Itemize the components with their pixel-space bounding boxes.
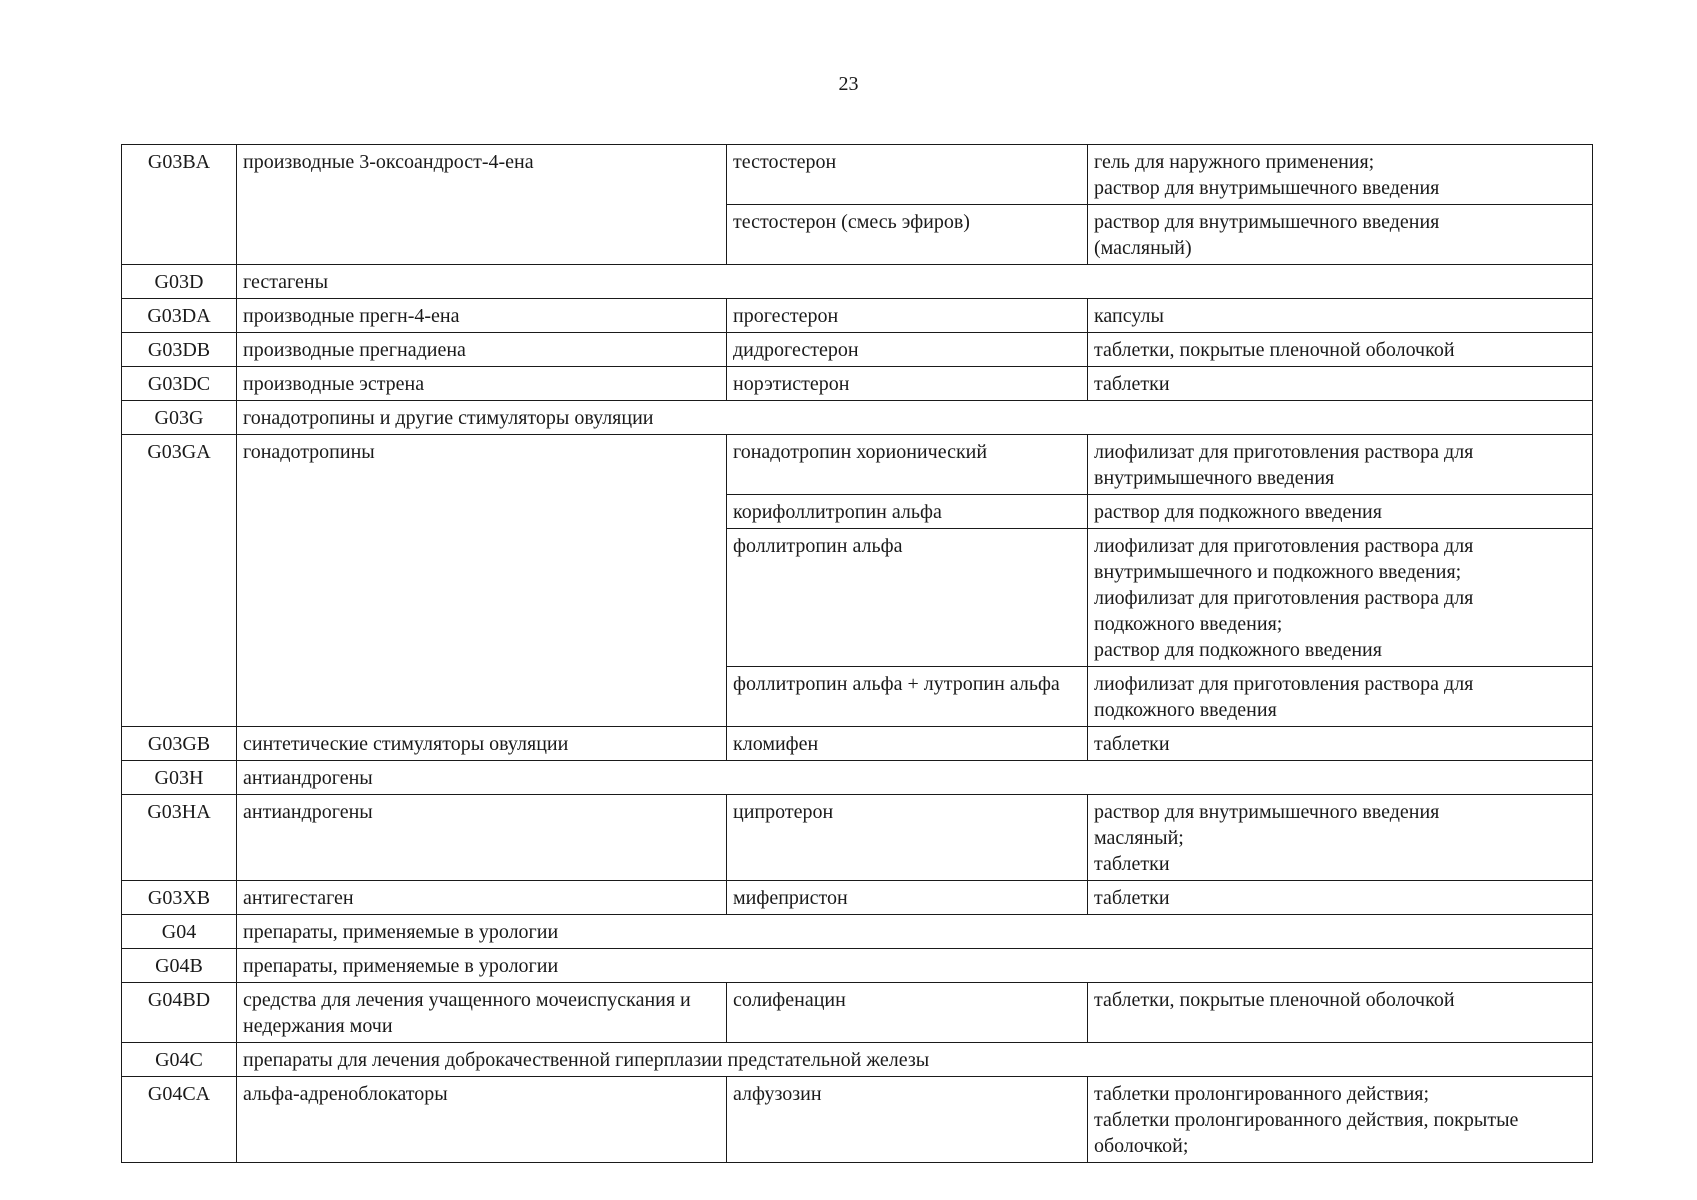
atc-code: G04BD: [122, 983, 237, 1043]
dosage-forms: [1088, 299, 1593, 333]
group-name: антиандрогены: [237, 761, 1593, 795]
dosage-form-line: таблетки: [1094, 733, 1170, 755]
atc-code: G03D: [122, 265, 237, 299]
drug-name: фоллитропин альфа: [727, 529, 1088, 667]
dosage-form-line: лиофилизат для приготовления раствора для: [1094, 441, 1474, 463]
dosage-form-line: таблетки пролонгированного действия, покрытые: [1094, 1109, 1519, 1131]
dosage-forms: [1088, 145, 1593, 205]
dosage-forms: [1088, 1077, 1593, 1163]
atc-code: G03DB: [122, 333, 237, 367]
group-name: гонадотропины: [237, 435, 727, 727]
dosage-form-line: гель для наружного применения;: [1094, 151, 1375, 173]
drug-name: ципротерон: [727, 795, 1088, 881]
atc-code: G03G: [122, 401, 237, 435]
table-row: [122, 727, 1593, 761]
atc-code: G03H: [122, 761, 237, 795]
table-row: [122, 145, 1593, 205]
drug-name: фоллитропин альфа + лутропин альфа: [727, 667, 1088, 727]
group-name: производные 3-оксоандрост-4-ена: [237, 145, 727, 265]
dosage-forms: [1088, 367, 1593, 401]
drug-name: солифенацин: [727, 983, 1088, 1043]
dosage-form-line: раствор для внутримышечного введения: [1094, 177, 1440, 199]
table-row: [122, 915, 1593, 949]
atc-code: G03XB: [122, 881, 237, 915]
table-row: [122, 401, 1593, 435]
dosage-form-line: подкожного введения: [1094, 699, 1277, 721]
page-number: 23: [838, 73, 859, 95]
drug-name: кломифен: [727, 727, 1088, 761]
drug-name: гонадотропин хорионический: [727, 435, 1088, 495]
dosage-form-line: лиофилизат для приготовления раствора для: [1094, 535, 1474, 557]
table-row: [122, 1077, 1593, 1163]
drug-name: алфузозин: [727, 1077, 1088, 1163]
dosage-forms: [1088, 795, 1593, 881]
dosage-forms: [1088, 667, 1593, 727]
group-name: производные эстрена: [237, 367, 727, 401]
drug-name: тестостерон: [727, 145, 1088, 205]
drug-name: мифепристон: [727, 881, 1088, 915]
atc-code: G03GA: [122, 435, 237, 727]
dosage-form-line: капсулы: [1094, 305, 1164, 327]
atc-code: G04CA: [122, 1077, 237, 1163]
dosage-forms: [1088, 529, 1593, 667]
atc-code: G04: [122, 915, 237, 949]
atc-code: G03DA: [122, 299, 237, 333]
dosage-form-line: оболочкой;: [1094, 1135, 1189, 1157]
dosage-forms: [1088, 205, 1593, 265]
dosage-form-line: (масляный): [1094, 237, 1192, 259]
drug-name: норэтистерон: [727, 367, 1088, 401]
dosage-forms: [1088, 727, 1593, 761]
atc-code: G03DC: [122, 367, 237, 401]
group-name: препараты, применяемые в урологии: [237, 915, 1593, 949]
group-name: средства для лечения учащенного мочеиспускания и недержания мочи: [237, 983, 727, 1043]
group-name: антиандрогены: [237, 795, 727, 881]
dosage-form-line: раствор для внутримышечного введения: [1094, 211, 1440, 233]
table-row: [122, 435, 1593, 495]
drug-name: тестостерон (смесь эфиров): [727, 205, 1088, 265]
table-row: [122, 795, 1593, 881]
dosage-forms: [1088, 983, 1593, 1043]
group-name: гестагены: [237, 265, 1593, 299]
dosage-forms: [1088, 435, 1593, 495]
dosage-form-line: раствор для подкожного введения: [1094, 639, 1382, 661]
dosage-form-line: лиофилизат для приготовления раствора для: [1094, 587, 1474, 609]
atc-code: G03GB: [122, 727, 237, 761]
atc-code: G04C: [122, 1043, 237, 1077]
table-row: [122, 265, 1593, 299]
dosage-form-line: лиофилизат для приготовления раствора для: [1094, 673, 1474, 695]
dosage-forms: [1088, 333, 1593, 367]
table-row: [122, 761, 1593, 795]
table-row: [122, 983, 1593, 1043]
dosage-form-line: подкожного введения;: [1094, 613, 1283, 635]
dosage-form-line: таблетки пролонгированного действия;: [1094, 1083, 1430, 1105]
drug-name: прогестерон: [727, 299, 1088, 333]
group-name: антигестаген: [237, 881, 727, 915]
dosage-forms: [1088, 881, 1593, 915]
atc-code: G04B: [122, 949, 237, 983]
drug-table: [121, 144, 1593, 1163]
dosage-form-line: внутримышечного и подкожного введения;: [1094, 561, 1462, 583]
dosage-form-line: раствор для подкожного введения: [1094, 501, 1382, 523]
table-row: [122, 949, 1593, 983]
dosage-form-line: таблетки, покрытые пленочной оболочкой: [1094, 989, 1455, 1011]
dosage-form-line: таблетки, покрытые пленочной оболочкой: [1094, 339, 1455, 361]
group-name: производные прегнадиена: [237, 333, 727, 367]
group-name: альфа-адреноблокаторы: [237, 1077, 727, 1163]
group-name: синтетические стимуляторы овуляции: [237, 727, 727, 761]
dosage-form-line: таблетки: [1094, 853, 1170, 875]
dosage-form-line: масляный;: [1094, 827, 1184, 849]
table-row: [122, 881, 1593, 915]
table-row: [122, 333, 1593, 367]
drug-name: корифоллитропин альфа: [727, 495, 1088, 529]
atc-code: G03BA: [122, 145, 237, 265]
table-row: [122, 367, 1593, 401]
group-name: производные прегн-4-ена: [237, 299, 727, 333]
group-name: препараты, применяемые в урологии: [237, 949, 1593, 983]
dosage-form-line: таблетки: [1094, 887, 1170, 909]
atc-code: G03HA: [122, 795, 237, 881]
drug-name: дидрогестерон: [727, 333, 1088, 367]
table-row: [122, 1043, 1593, 1077]
dosage-form-line: раствор для внутримышечного введения: [1094, 801, 1440, 823]
group-name: препараты для лечения доброкачественной гиперплазии предстательной железы: [237, 1043, 1593, 1077]
table-row: [122, 299, 1593, 333]
group-name: гонадотропины и другие стимуляторы овуляции: [237, 401, 1593, 435]
dosage-form-line: таблетки: [1094, 373, 1170, 395]
dosage-forms: [1088, 495, 1593, 529]
dosage-form-line: внутримышечного введения: [1094, 467, 1335, 489]
